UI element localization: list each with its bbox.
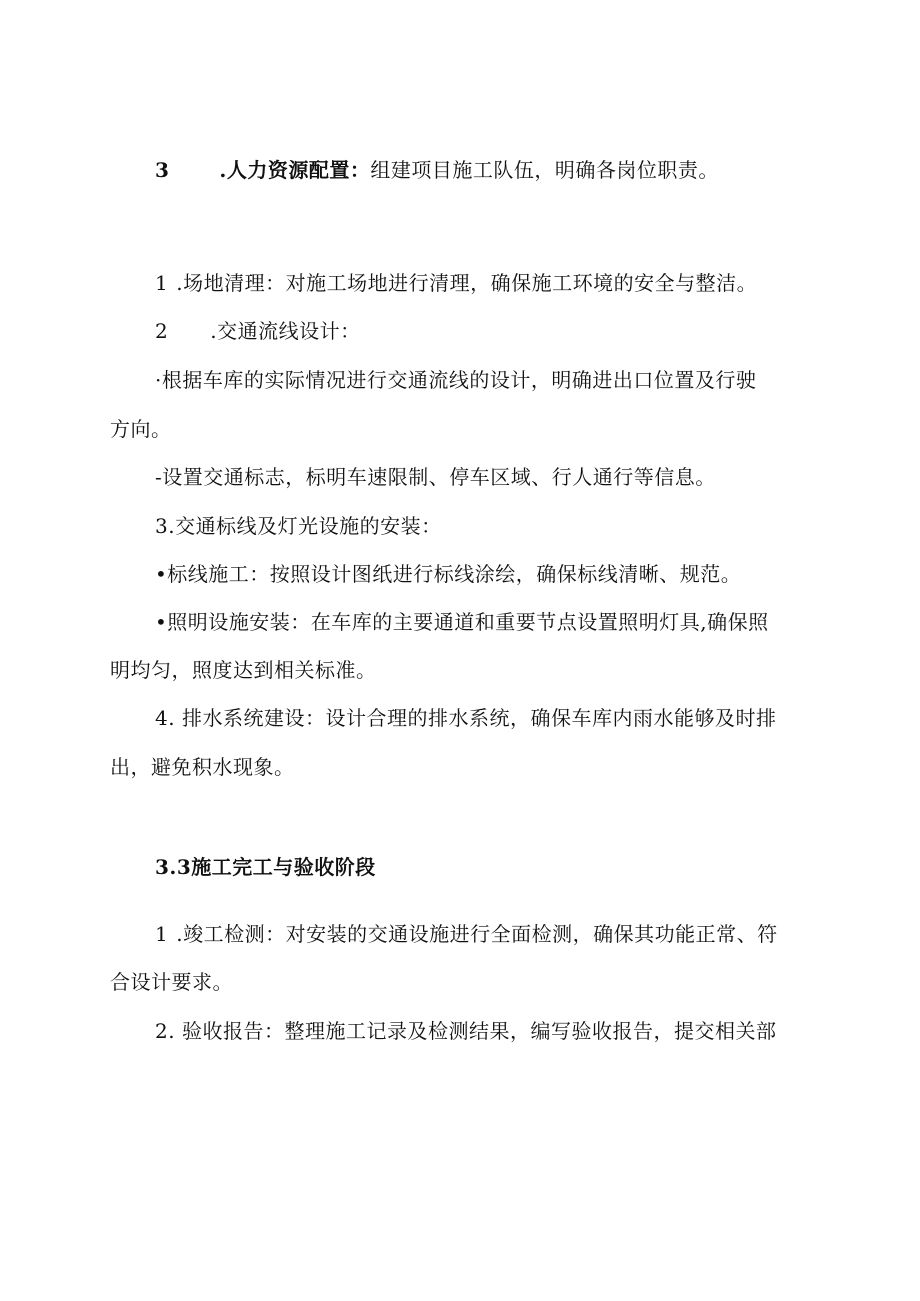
text-line: ·根据车库的实际情况进行交通流线的设计，明确进出口位置及行驶 [155,368,757,392]
item-separator: . [176,271,184,295]
item-separator: . [176,922,184,946]
text-line: 方向。 [110,417,172,441]
item-number: 2 [155,319,169,343]
section-heading: 3.3施工完工与验收阶段 [155,855,376,879]
item-number: 3 [155,158,170,182]
paragraph-hr-config [155,158,719,182]
item-number: 1 [155,922,169,946]
item-number: 1 [155,271,169,295]
item-heading: 人力资源配置： [226,158,371,182]
text-line: •照明设施安装：在车库的主要通道和重要节点设置照明灯具,确保照 [155,610,769,634]
paragraph-traffic-flow [155,319,361,343]
text-line: 3.交通标线及灯光设施的安装： [155,514,442,538]
item-text: 交通流线设计： [217,319,361,343]
text-line: 4. 排水系统建设：设计合理的排水系统，确保车库内雨水能够及时排 [155,706,777,730]
text-line: •标线施工：按照设计图纸进行标线涂绘，确保标线清晰、规范。 [155,562,742,586]
paragraph-completion-check [155,922,778,946]
item-separator: . [219,158,227,182]
text-line: 合设计要求。 [110,970,233,994]
text-line: -设置交通标志，标明车速限制、停车区域、行人通行等信息。 [155,465,716,489]
text-line: 2. 验收报告：整理施工记录及检测结果，编写验收报告，提交相关部 [155,1019,777,1043]
text-line: 出，避免积水现象。 [110,755,295,779]
item-text: 组建项目施工队伍，明确各岗位职责。 [370,158,719,182]
text-line: 明均匀，照度达到相关标准。 [110,658,377,682]
item-separator: . [210,319,218,343]
item-text: 竣工检测：对安装的交通设施进行全面检测，确保其功能正常、符 [183,922,778,946]
item-text: 场地清理：对施工场地进行清理，确保施工环境的安全与整洁。 [183,271,758,295]
paragraph-site-clearing [155,271,757,295]
